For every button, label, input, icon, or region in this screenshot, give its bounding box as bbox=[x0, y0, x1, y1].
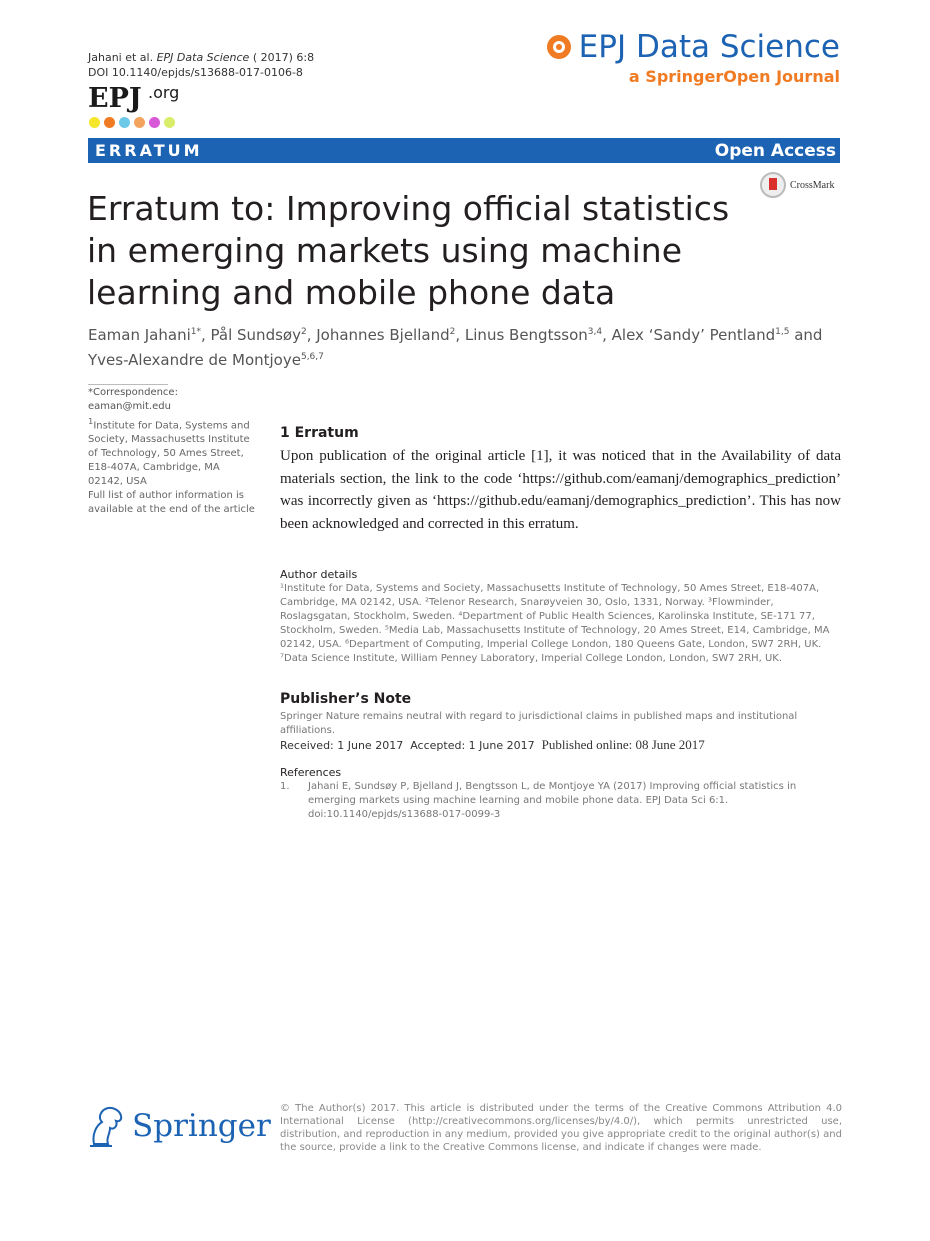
epj-logo: EPJ bbox=[88, 83, 142, 114]
author-affiliation-marker: 1* bbox=[190, 327, 201, 337]
journal-logo-icon bbox=[547, 35, 571, 59]
sidebar-notes bbox=[88, 386, 256, 517]
author-affiliation-marker: 1,5 bbox=[775, 327, 790, 337]
crossmark-button[interactable] bbox=[760, 172, 834, 198]
color-dot bbox=[134, 117, 145, 128]
reference-number: 1. bbox=[280, 781, 290, 792]
epj-color-dots bbox=[89, 117, 175, 128]
journal-title bbox=[547, 29, 840, 65]
journal-subtitle: a SpringerOpen Journal bbox=[628, 67, 840, 86]
color-dot bbox=[164, 117, 175, 128]
author-info-note: Full list of author information is available at the end of the article bbox=[88, 490, 255, 516]
affiliation-note bbox=[88, 414, 256, 489]
author-name[interactable]: Johannes Bjelland bbox=[316, 326, 450, 344]
author-affiliation-marker: 3,4 bbox=[587, 327, 603, 337]
reference-item bbox=[280, 780, 842, 822]
section-body: Upon publication of the original article [1], it was noticed that in the Availability of data materials section, the link to the code ‘https://github.com/eamanj/demographics_prediction’ was incorrectly given as ‘https://github.edu/eamanj/demographics_prediction’. This has now been acknowledged and corrected in this erratum. bbox=[280, 448, 841, 532]
author-name[interactable]: Pål Sundsøy bbox=[210, 326, 301, 344]
journal-name-text: EPJ Data Science bbox=[578, 29, 840, 65]
article-type: ERRATUM bbox=[95, 141, 203, 160]
correspondence-email[interactable]: eaman@mit.edu bbox=[88, 401, 171, 412]
author-list bbox=[88, 321, 828, 371]
author-name[interactable]: Alex ‘Sandy’ Pentland bbox=[611, 326, 776, 344]
crossmark-label: CrossMark bbox=[790, 179, 835, 191]
correspondence bbox=[88, 386, 256, 414]
article-citation bbox=[88, 50, 314, 80]
affiliation-sup: 1 bbox=[88, 416, 94, 426]
epj-org-suffix: .org bbox=[148, 83, 180, 102]
sidebar-divider bbox=[88, 384, 168, 385]
author-name[interactable]: Yves-Alexandre de Montjoye bbox=[88, 351, 301, 369]
citation-year: ( 2017) bbox=[252, 51, 293, 64]
license-statement: © The Author(s) 2017. This article is distributed under the terms of the Creative Commons Attribution 4.0 International License (http://creativecommons.org/licenses/by/4.0/), which permits unrestricted use, distribution, and reproduction in any medium, provided you give appropriate credit to the original author(s) and the source, provide a link to the Creative Commons license, and indicate if changes were made. bbox=[280, 1103, 842, 1153]
springer-logo bbox=[88, 1104, 271, 1148]
author-affiliation-marker: 5,6,7 bbox=[300, 352, 324, 362]
affiliation-text: Institute for Data, Systems and Society, Massachusetts Institute of Technology, 50 Ames Street, E18-407A, Cambridge, MA 02142, USA bbox=[88, 420, 250, 488]
color-dot bbox=[89, 117, 100, 128]
author-separator: , bbox=[455, 326, 465, 344]
citation-pages: 6:8 bbox=[296, 51, 315, 64]
doi-link[interactable]: DOI 10.1140/epjds/s13688-017-0106-8 bbox=[88, 66, 303, 79]
article-dates bbox=[280, 737, 705, 753]
author-details-text: ¹Institute for Data, Systems and Society, Massachusetts Institute of Technology, 50 Ames Street, E18-407A, Cambridge, MA 02142, USA. ²Telenor Research, Snarøyveien 30, Oslo, 1331, Norway. ³Flowminder, Roslagsgatan, Stockholm, Sweden. ⁴Department of Public Health Sciences, Karolinska Institute, SE-171 77, Stockholm, Sweden. ⁵Media Lab, Massachusetts Institute of Technology, 20 Ames Street, E14, Cambridge, MA 02142, USA. ⁶Department of Computing, Imperial College London, 180 Queens Gate, London, SW7 2RH, UK. ⁷Data Science Institute, William Penney Laboratory, Imperial College London, London, SW7 2RH, UK. bbox=[280, 583, 830, 664]
author-affiliation-marker: 2 bbox=[449, 327, 456, 337]
publishers-note-heading: Publisher’s Note bbox=[280, 691, 412, 707]
author-name[interactable]: Linus Bengtsson bbox=[464, 326, 588, 344]
color-dot bbox=[119, 117, 130, 128]
springer-horse-icon bbox=[88, 1104, 126, 1148]
open-access-label: Open Access bbox=[714, 140, 836, 161]
correspondence-label: *Correspondence: bbox=[88, 387, 178, 398]
author-separator: , bbox=[602, 326, 612, 344]
citation-journal: EPJ Data Science bbox=[156, 51, 250, 64]
author-separator: , bbox=[306, 326, 317, 344]
springer-wordmark: Springer bbox=[132, 1108, 271, 1144]
author-affiliation-marker: 2 bbox=[300, 327, 307, 337]
reference-list bbox=[280, 780, 842, 822]
article-type-banner bbox=[88, 138, 840, 163]
journal-branding bbox=[547, 29, 840, 86]
accepted-date: Accepted: 1 June 2017 bbox=[410, 739, 535, 752]
author-separator: and bbox=[789, 326, 823, 344]
author-details-heading: Author details bbox=[280, 568, 358, 581]
author-separator: , bbox=[200, 326, 211, 344]
section-heading: 1 Erratum bbox=[280, 425, 359, 441]
article-title: Erratum to: Improving official statistics in emerging markets using machine learning and mobile phone data bbox=[87, 189, 730, 312]
citation-authors: Jahani et al. bbox=[88, 51, 154, 64]
reference-text: Jahani E, Sundsøy P, Bjelland J, Bengtsson L, de Montjoye YA (2017) Improving official statistics in emerging markets using machine learning and mobile phone data. EPJ Data Sci 6:1. doi:10.1140/epjds/s13688-017-0099-3 bbox=[308, 781, 797, 820]
published-date: Published online: 08 June 2017 bbox=[541, 737, 705, 752]
color-dot bbox=[104, 117, 115, 128]
references-heading: References bbox=[280, 766, 342, 779]
received-date: Received: 1 June 2017 bbox=[280, 739, 404, 752]
publishers-note-text: Springer Nature remains neutral with regard to jurisdictional claims in published maps and institutional affiliations. bbox=[280, 711, 798, 736]
author-name[interactable]: Eaman Jahani bbox=[88, 326, 191, 344]
color-dot bbox=[149, 117, 160, 128]
